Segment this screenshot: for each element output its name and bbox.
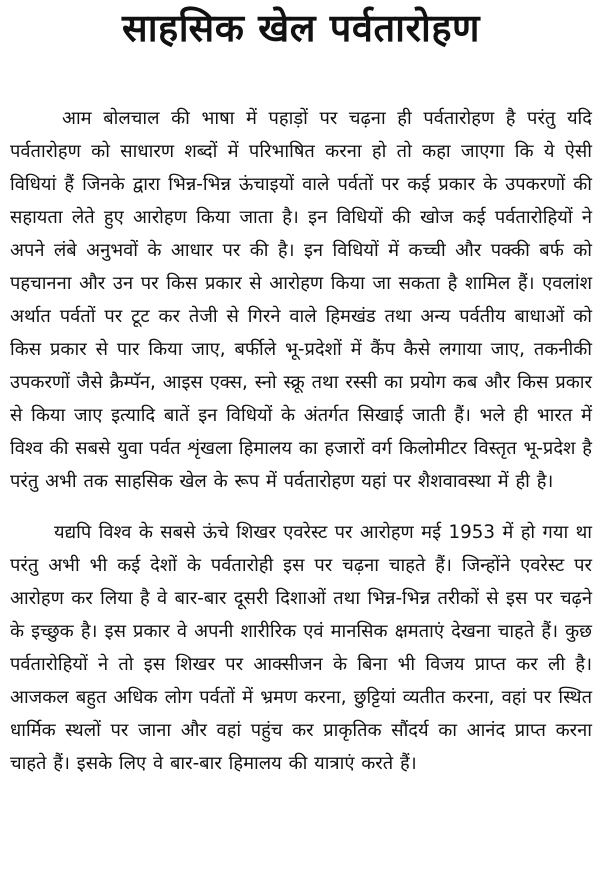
page-title: साहसिक खेल पर्वतारोहण (122, 6, 480, 50)
paragraph-2: यद्यपि विश्व के सबसे ऊंचे शिखर एवरेस्ट पर आरोहण मई 1953 में हो गया था परंतु अभी भी कई देशों के पर्वतारोही इस पर चढ़ना चाहते हैं। जिन्होंने एवरेस्ट पर आरोहण कर लिया है वे बार-बार दूसरी दिशाओं तथा भिन्न-भिन्न तरीकों से इस पर चढ़ने के इच्छुक है। इस प्रकार वे अपनी शारीरिक एवं मानसिक क्षमताएं देखना चाहते हैं। कुछ पर्वतारोहियों ने तो इस शिखर पर आक्सीजन के बिना भी विजय प्राप्त कर ली है। आजकल बहुत अधिक लोग पर्वतों में भ्रमण करना, छुट्टियां व्यतीत करना, वहां पर स्थित धार्मिक स्थलों पर जाना और वहां पहुंच कर प्राकृतिक सौंदर्य का आनंद प्राप्त करना चाहते हैं। इसके लिए वे बार-बार हिमालय की यात्राएं करते हैं। (10, 522, 592, 774)
paragraph-1: आम बोलचाल की भाषा में पहाड़ों पर चढ़ना ही पर्वतारोहण है परंतु यदि पर्वतारोहण को साधारण शब्दों में परिभाषित करना हो तो कहा जाएगा कि ये ऐसी विधियां हैं जिनके द्वारा भिन्न-भिन्न ऊंचाइयों वाले पर्वतों पर कई प्रकार के उपकरणों की सहायता लेते हुए आरोहण किया जाता है। इन विधियों की खोज कई पर्वतारोहियों ने अपने लंबे अनुभवों के आधार पर की है। इन विधियों में कच्ची और पक्की बर्फ को पहचानना और उन पर किस प्रकार से आरोहण किया जा सकता है शामिल हैं। एवलांश अर्थात पर्वतों पर टूट कर तेजी से गिरने वाले हिमखंड तथा अन्य पर्वतीय बाधाओं को किस प्रकार से पार किया जाए, बर्फीले भू-प्रदेशों में कैंप कैसे लगाया जाए, तकनीकी उपकरणों जैसे क्रैम्पॅन, आइस एक्स, स्नो स्क्रू तथा रस्सी का प्रयोग कब और किस प्रकार से किया जाए इत्यादि बातें इन विधियों के अंतर्गत सिखाई जाती हैं। भले ही भारत में विश्व की सबसे युवा पर्वत शृंखला हिमालय का हजारों वर्ग किलोमीटर विस्तृत भू-प्रदेश है परंतु अभी तक साहसिक खेल के रूप में पर्वतारोहण यहां पर शैशवावस्था में ही है। (10, 108, 592, 492)
